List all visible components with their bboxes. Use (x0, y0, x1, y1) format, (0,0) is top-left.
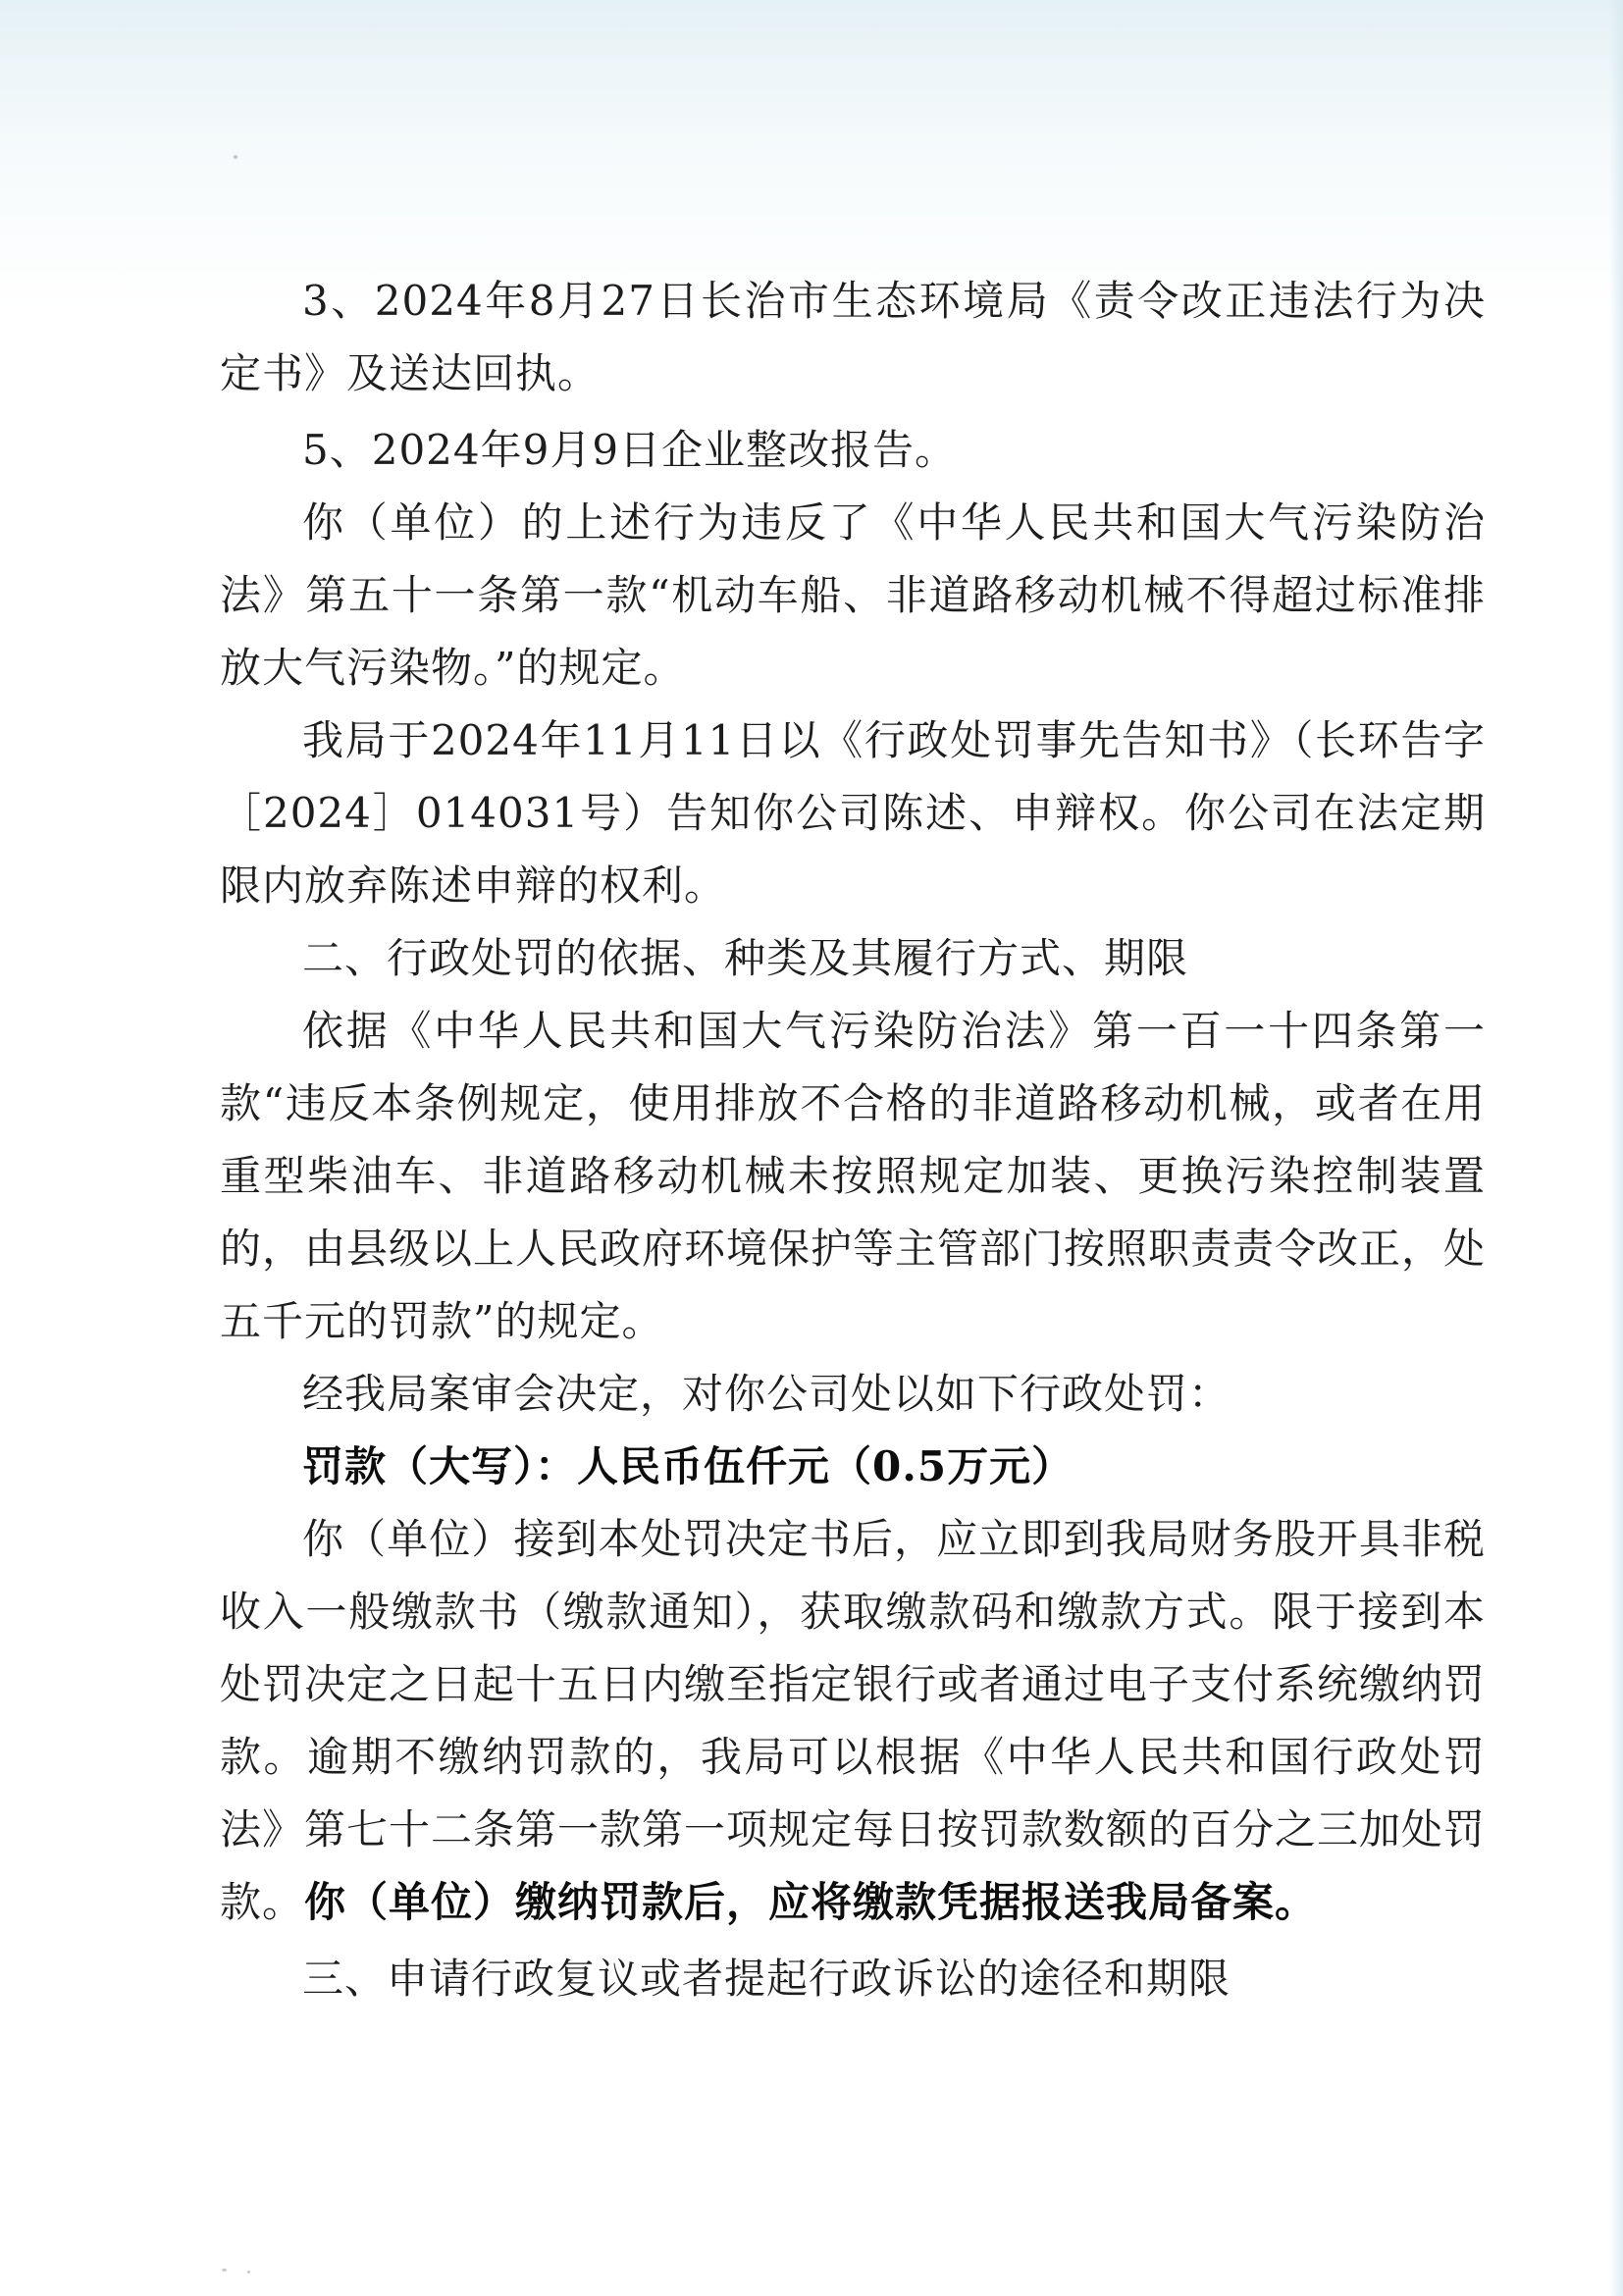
evidence-item-3: 3、2024年8月27日长治市生态环境局《责令改正违法行为决定书》及送达回执。 (220, 277, 1486, 397)
scan-speck (247, 2270, 250, 2273)
scan-speck (234, 155, 237, 159)
payment-instructions-paragraph (220, 1503, 1486, 1939)
payment-instructions-text: 你（单位）接到本处罚决定书后，应立即到我局财务股开具非税收入一般缴款书（缴款通知），获取缴款码和缴款方式。限于接到本处罚决定之日起十五日内缴至指定银行或者通过电子支付系统缴纳罚款。逾期不缴纳罚款的，我局可以根据《中华人民共和国行政处罚法》第七十二条第一款第一项规定每日按罚款数额的百分之三加处罚款。 (220, 1515, 1487, 1926)
document-body (220, 265, 1486, 2015)
evidence-item-5: 5、2024年9月9日企业整改报告。 (302, 426, 958, 474)
section-2-heading: 二、行政处罚的依据、种类及其履行方式、期限 (302, 934, 1189, 982)
violation-paragraph: 你（单位）的上述行为违反了《中华人民共和国大气污染防治法》第五十一条第一款“机动车船、非道路移动机械不得超过标准排放大气污染物。”的规定。 (220, 498, 1486, 692)
decision-paragraph: 经我局案审会决定，对你公司处以如下行政处罚： (302, 1370, 1231, 1418)
fine-amount-line: 罚款（大写）：人民币伍仟元（0.5万元） (302, 1442, 1074, 1490)
prior-notice-paragraph: 我局于2024年11月11日以《行政处罚事先告知书》（长环告字［2024］014031号）告知你公司陈述、申辩权。你公司在法定期限内放弃陈述申辩的权利。 (220, 716, 1486, 910)
payment-filing-note: 你（单位）缴纳罚款后，应将缴款凭据报送我局备案。 (304, 1878, 1318, 1926)
scan-speck (222, 2269, 227, 2271)
penalty-basis-paragraph: 依据《中华人民共和国大气污染防治法》第一百一十四条第一款“违反本条例规定，使用排放不合格的非道路移动机械，或者在用重型柴油车、非道路移动机械未按照规定加装、更换污染控制装置的，由县级以上人民政府环境保护等主管部门按照职责责令改正，处五千元的罚款”的规定。 (220, 1007, 1487, 1345)
section-3-heading: 三、申请行政复议或者提起行政诉讼的途径和期限 (302, 1955, 1231, 2003)
scan-edge-shading (1609, 0, 1623, 2296)
